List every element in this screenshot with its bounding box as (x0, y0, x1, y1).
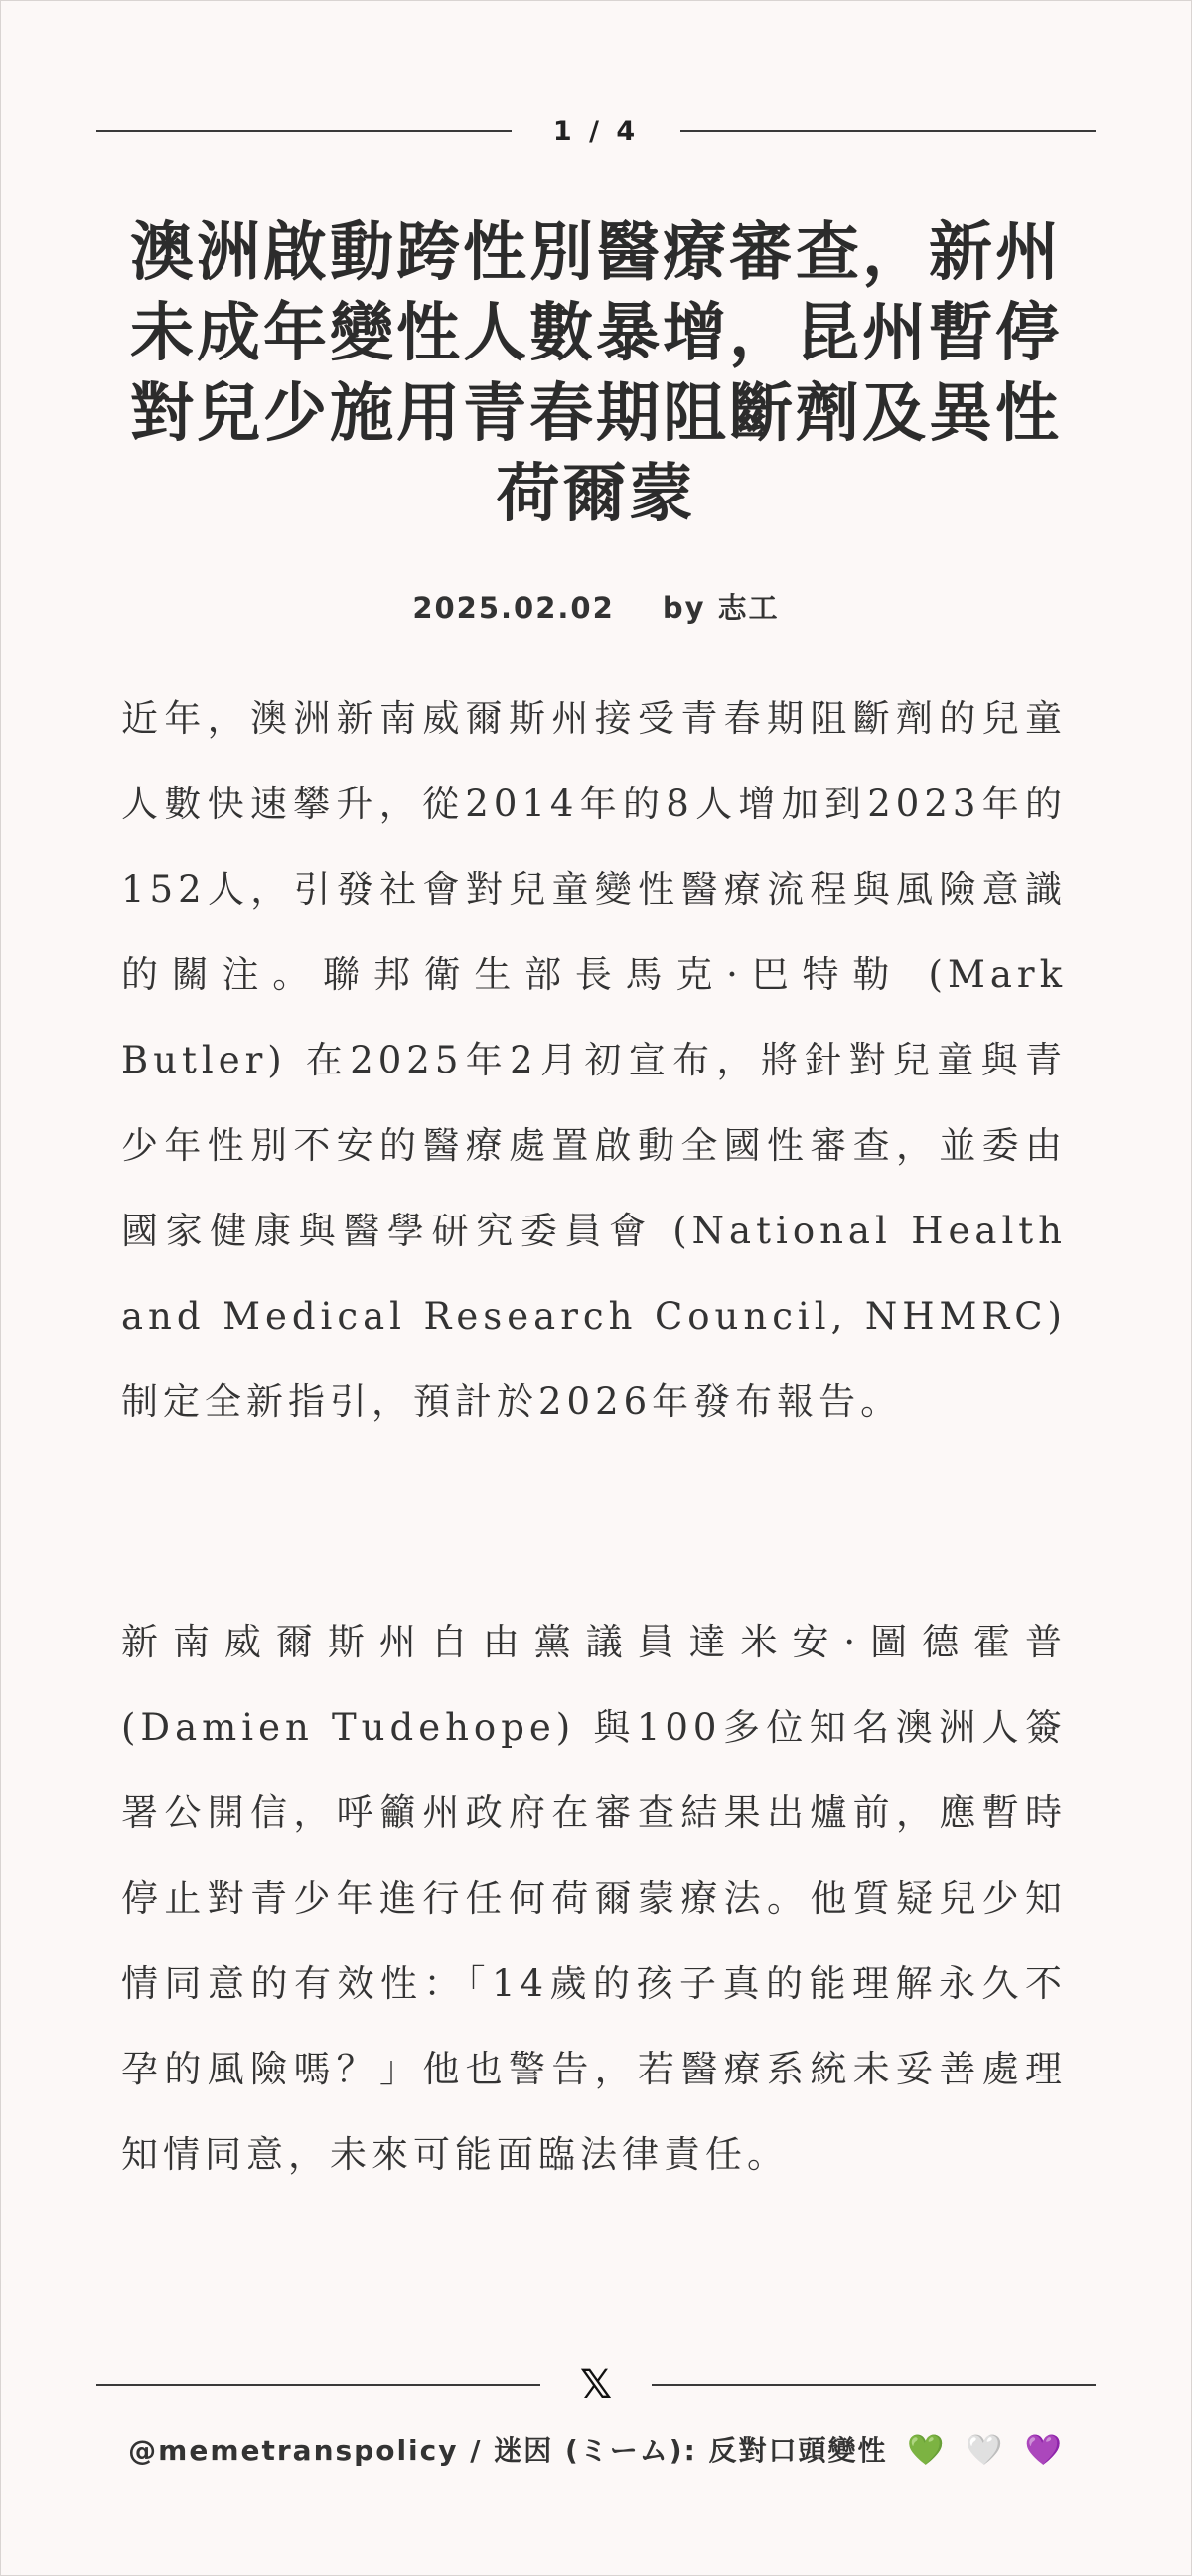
page-indicator-row (96, 111, 1096, 151)
article-title: 澳洲啟動跨性別醫療審查，新州未成年變性人數暴增，昆州暫停對兒少施用青春期阻斷劑及異性荷爾蒙 (130, 216, 1062, 531)
footer-divider-left (96, 2384, 540, 2386)
divider-right (680, 130, 1096, 132)
purple-heart-icon: 💜 (1024, 2433, 1064, 2468)
x-logo-icon: 𝕏 (579, 2362, 613, 2408)
white-heart-icon: 🤍 (966, 2433, 1005, 2468)
footer-divider-right (652, 2384, 1096, 2386)
footer-handle-text: @memetranspolicy / 迷因 (ミーム): 反對口頭變性 (128, 2434, 888, 2467)
page-indicator: 1 / 4 (552, 115, 640, 147)
footer-divider-row (96, 2362, 1096, 2408)
footer-handle (99, 2429, 1093, 2469)
divider-left (96, 130, 512, 132)
article-author: by 志工 (662, 591, 780, 625)
byline (99, 586, 1093, 627)
paragraph-1: 近年，澳洲新南威爾斯州接受青春期阻斷劑的兒童人數快速攀升，從2014年的8人增加到2023年的152人，引發社會對兒童變性醫療流程與風險意識的關注。聯邦衛生部長馬克·巴特勒 (Mark Butler) 在2025年2月初宣布，將針對兒童與青少年性別不安的醫療處置啟動全國性審查，並委由國家健康與醫學研究委員會 (National Health and Medical Research Council, NHMRC) 制定全新指引，預計於2026年發布報告。 (121, 697, 1067, 1423)
paragraph-2: 新南威爾斯州自由黨議員達米安·圖德霍普 (Damien Tudehope) 與100多位知名澳洲人簽署公開信，呼籲州政府在審查結果出爐前，應暫時停止對青少年進行任何荷爾蒙療法。他質疑兒少知情同意的有效性：「14歲的孩子真的能理解永久不孕的風險嗎？」他也警告，若醫療系統未妥善處理知情同意，未來可能面臨法律責任。 (121, 1621, 1067, 2176)
green-heart-icon: 💚 (907, 2433, 947, 2468)
article-date: 2025.02.02 (412, 591, 615, 625)
